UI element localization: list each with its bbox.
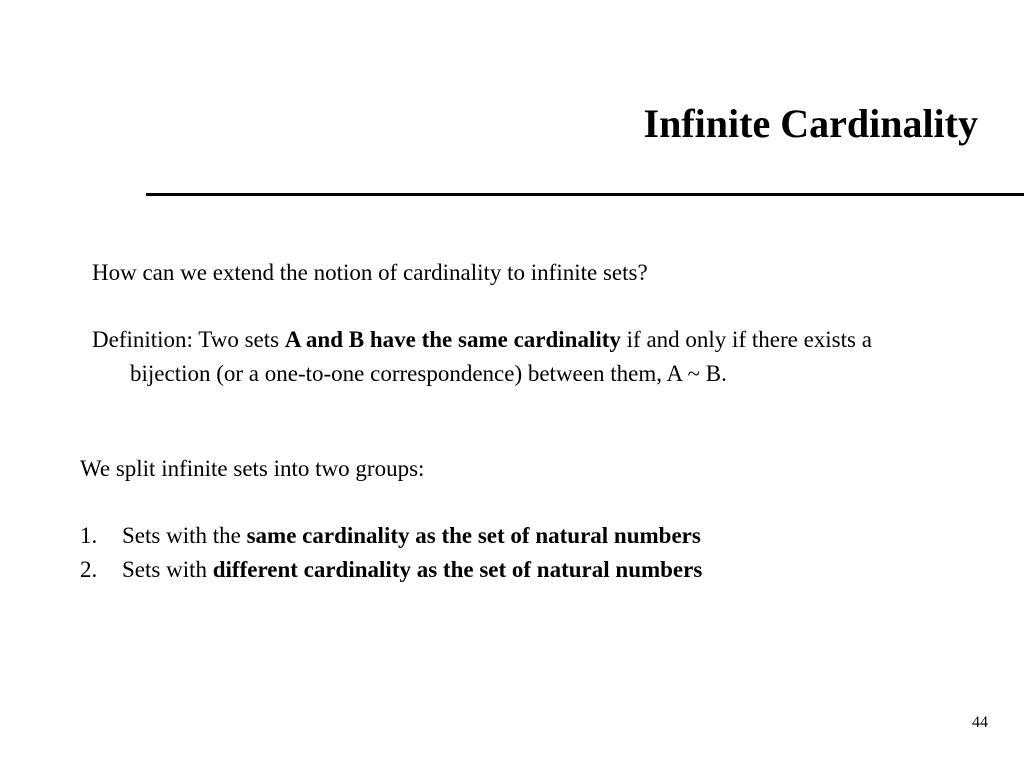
list-item-emphasis: different cardinality as the set of natural numbers <box>212 557 703 582</box>
list-item <box>80 553 702 587</box>
definition-prefix: Definition: Two sets <box>92 327 285 352</box>
definition-emphasis: A and B have the same cardinality <box>284 327 621 352</box>
list-item-prefix: Sets with <box>122 557 213 582</box>
question-text: How can we extend the notion of cardinality to infinite sets? <box>92 260 648 285</box>
list-item-emphasis: same cardinality as the set of natural numbers <box>246 523 701 548</box>
list-item-prefix: Sets with the <box>122 523 247 548</box>
split-intro-text: We split infinite sets into two groups: <box>80 456 425 481</box>
definition-paragraph <box>92 323 922 391</box>
slide-title: Infinite Cardinality <box>643 101 978 146</box>
page-number: 44 <box>972 714 988 731</box>
groups-list <box>80 519 702 587</box>
list-item-number: 1. <box>80 523 98 548</box>
title-divider <box>146 193 1024 196</box>
list-item <box>80 519 702 553</box>
list-item-number: 2. <box>80 557 98 582</box>
definition-suffix: if and only if there exists a bijection (or a one-to-one correspondence) between them, A ~ B. <box>130 327 872 386</box>
